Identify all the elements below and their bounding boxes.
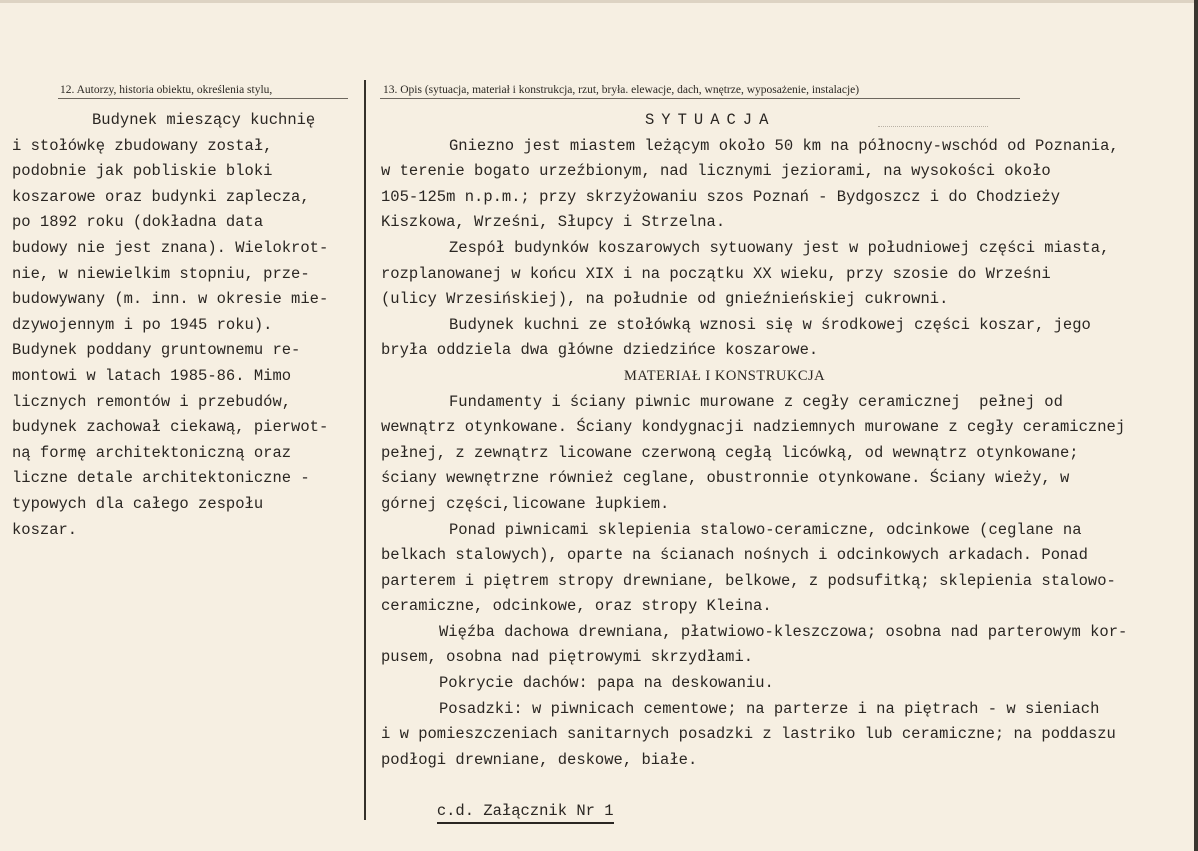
text-line: ceramiczne, odcinkowe, oraz stropy Kleina.	[381, 597, 772, 616]
text-line: Ponad piwnicami sklepienia stalowo-ceramiczne, odcinkowe (ceglane na	[449, 520, 1082, 539]
section-title-material: MATERIAŁ I KONSTRUKCJA	[624, 367, 826, 384]
left-column-header: 12. Autorzy, historia obiektu, określenia stylu,	[60, 84, 273, 96]
left-header-rule	[58, 98, 348, 99]
text-line: podobnie jak pobliskie bloki	[12, 162, 273, 181]
text-line: belkach stalowych), oparte na ścianach nośnych i odcinkowych arkadach. Ponad	[381, 546, 1088, 565]
text-line: Budynek kuchni ze stołówką wznosi się w środkowej części koszar, jego	[449, 315, 1091, 334]
text-line: nie, w niewielkim stopniu, prze-	[12, 264, 310, 283]
column-divider	[364, 80, 366, 820]
text-line: w terenie bogato urzeźbionym, nad licznymi jeziorami, na wysokości około	[381, 162, 1051, 181]
text-line: parterem i piętrem stropy drewniane, belkowe, z podsufitką; sklepienia stalowo-	[381, 571, 1116, 590]
right-column-text	[381, 108, 1181, 821]
continuation-note: c.d. Załącznik Nr 1	[437, 800, 614, 824]
text-line: dzywojennym i po 1945 roku).	[12, 315, 273, 334]
text-line: i w pomieszczeniach sanitarnych posadzki z lastriko lub ceramiczne; na poddaszu	[381, 725, 1116, 744]
text-line: typowych dla całego zespołu	[12, 494, 264, 513]
text-line: Gniezno jest miastem leżącym około 50 km na północny-wschód od Poznania,	[449, 136, 1119, 155]
text-line: bryła oddziela dwa główne dziedzińce koszarowe.	[381, 341, 819, 360]
text-line: montowi w latach 1985-86. Mimo	[12, 366, 292, 385]
text-line: Posadzki: w piwnicach cementowe; na parterze i na piętrach - w sieniach	[439, 699, 1100, 718]
text-line: budowy nie jest znana). Wielokrot-	[12, 238, 329, 257]
continuation-line	[381, 773, 1181, 821]
section-title-sytuacja: SYTUACJA	[645, 111, 776, 129]
text-line: rozplanowanej w końcu XIX i na początku XX wieku, przy szosie do Wrześni	[381, 264, 1051, 283]
text-line: pełnej, z zewnątrz licowane czerwoną cegłą licówką, od wewnątrz otynkowane;	[381, 443, 1079, 462]
text-line: Zespół budynków koszarowych sytuowany jest w południowej części miasta,	[449, 238, 1110, 257]
text-line: Fundamenty i ściany piwnic murowane z cegły ceramicznej pełnej od	[449, 392, 1063, 411]
text-line: po 1892 roku (dokładna data	[12, 213, 264, 232]
text-line: Więźba dachowa drewniana, płatwiowo-kleszczowa; osobna nad parterowym kor-	[439, 622, 1128, 641]
text-line: pusem, osobna nad piętrowymi skrzydłami.	[381, 648, 754, 667]
text-line: koszar.	[12, 520, 78, 539]
text-line: budowywany (m. inn. w okresie mie-	[12, 290, 329, 309]
text-line: Kiszkowa, Wrześni, Słupcy i Strzelna.	[381, 213, 726, 232]
text-line: budynek zachował ciekawą, pierwot-	[12, 418, 329, 437]
right-column-header: 13. Opis (sytuacja, materiał i konstrukcja, rzut, bryła. elewacje, dach, wnętrze, wyposażenie, instalacje)	[383, 84, 860, 96]
left-column-text	[12, 108, 360, 543]
text-line: Budynek mieszący kuchnię	[92, 111, 316, 129]
text-line: licznych remontów i przebudów,	[12, 392, 292, 411]
paper-edge-top	[0, 0, 1198, 3]
text-line: Budynek poddany gruntownemu re-	[12, 341, 301, 360]
text-line: wewnątrz otynkowane. Ściany kondygnacji nadziemnych murowane z cegły ceramicznej	[381, 418, 1126, 437]
text-line: podłogi drewniane, deskowe, białe.	[381, 750, 698, 769]
text-line: górnej części,licowane łupkiem.	[381, 494, 670, 513]
text-line: liczne detale architektoniczne -	[12, 469, 310, 488]
paper-edge-right	[1194, 0, 1198, 851]
text-line: (ulicy Wrzesińskiej), na południe od gnieźnieńskiej cukrowni.	[381, 290, 949, 309]
text-line: i stołówkę zbudowany został,	[12, 136, 273, 155]
text-line: koszarowe oraz budynki zaplecza,	[12, 187, 310, 206]
text-line: ściany wewnętrzne również ceglane, obustronnie otynkowane. Ściany wieży, w	[381, 469, 1070, 488]
text-line: 105-125m n.p.m.; przy skrzyżowaniu szos Poznań - Bydgoszcz i do Chodzieży	[381, 187, 1061, 206]
text-line: ną formę architektoniczną oraz	[12, 443, 292, 462]
text-line: Pokrycie dachów: papa na deskowaniu.	[439, 674, 774, 693]
right-header-rule	[380, 98, 1020, 99]
